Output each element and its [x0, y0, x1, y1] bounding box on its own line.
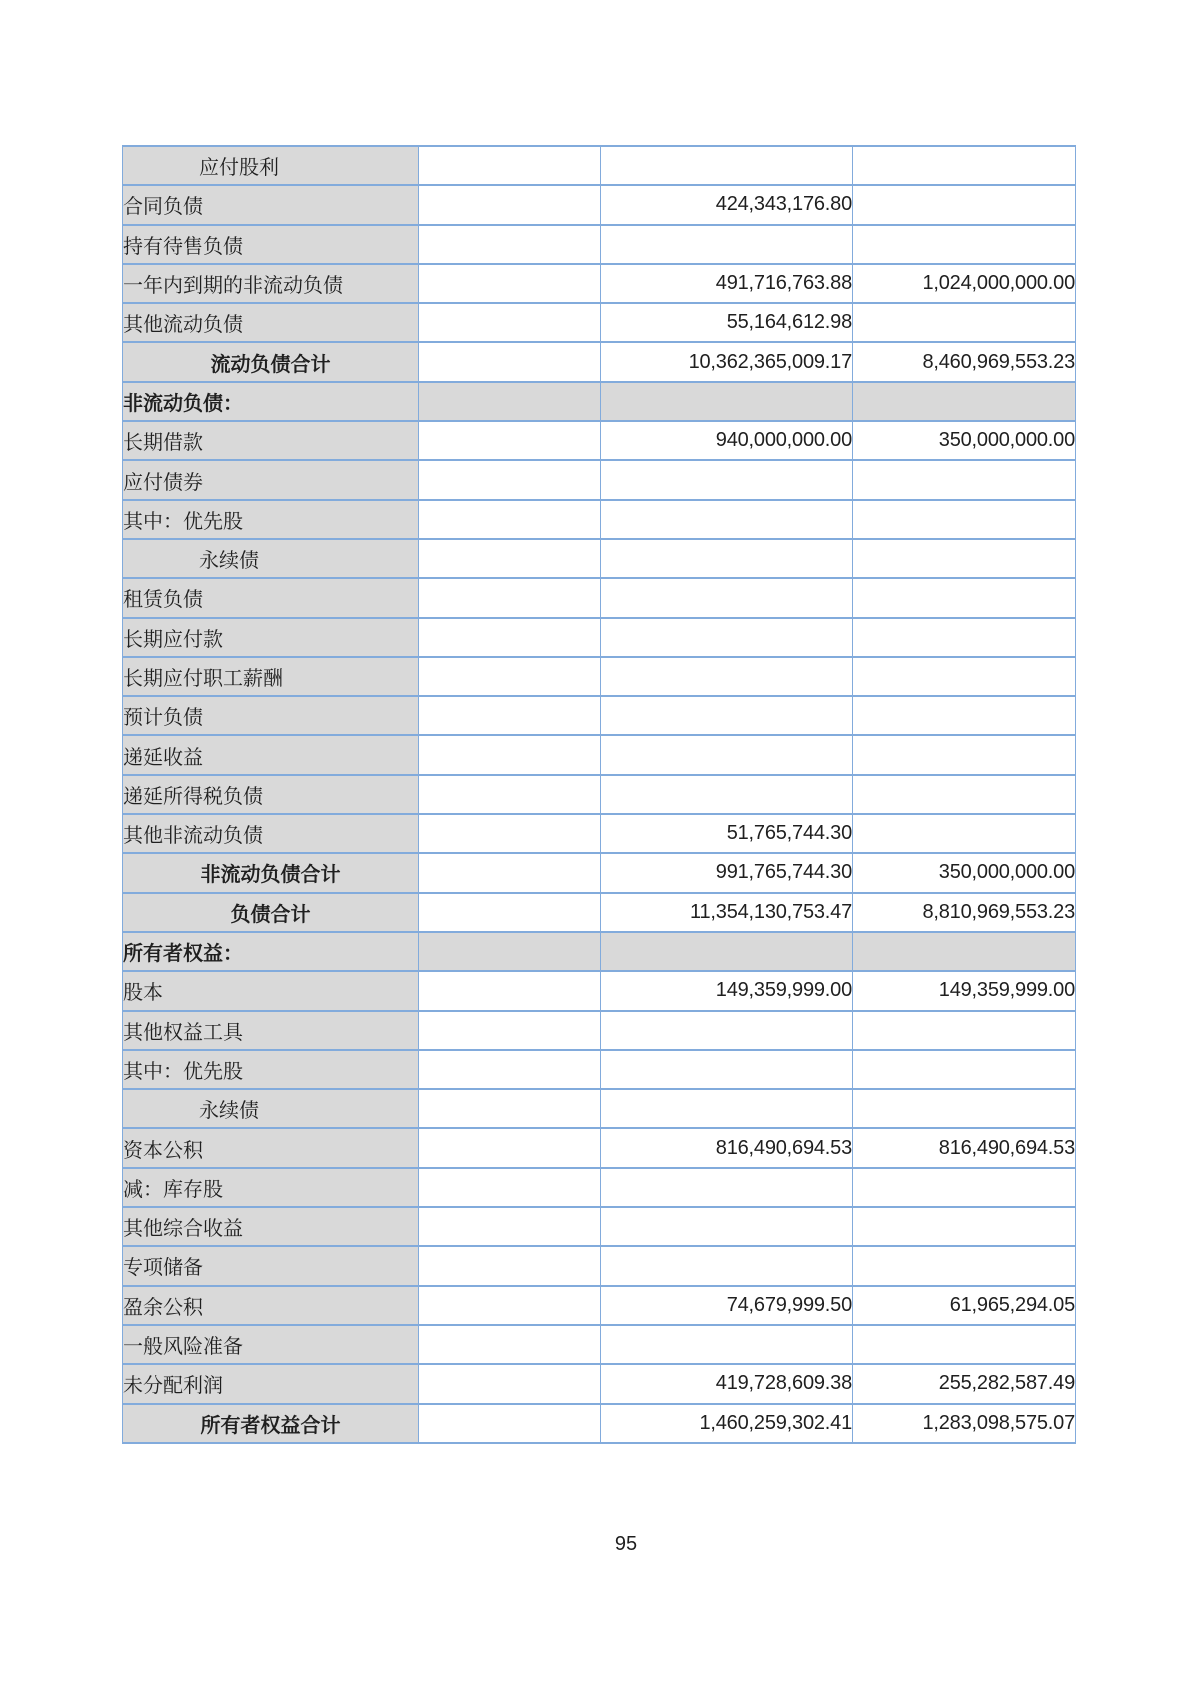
amount-current-cell	[601, 1246, 853, 1285]
amount-current-cell	[601, 382, 853, 421]
amount-prior-cell	[853, 657, 1076, 696]
amount-prior-cell	[853, 225, 1076, 264]
amount-prior-cell	[853, 1050, 1076, 1089]
table-row	[123, 696, 1076, 735]
item-label-cell: 一年内到期的非流动负债	[123, 264, 419, 303]
amount-current-cell	[601, 500, 853, 539]
notes-cell	[419, 1207, 601, 1246]
table-row	[123, 735, 1076, 774]
amount-current-cell	[601, 932, 853, 971]
amount-current-cell: 491,716,763.88	[601, 264, 853, 303]
notes-cell	[419, 303, 601, 342]
amount-current-cell	[601, 578, 853, 617]
notes-cell	[419, 814, 601, 853]
item-label-cell: 资本公积	[123, 1128, 419, 1167]
amount-prior-cell: 149,359,999.00	[853, 971, 1076, 1010]
amount-current-cell	[601, 1050, 853, 1089]
table-row	[123, 1207, 1076, 1246]
amount-prior-cell	[853, 578, 1076, 617]
amount-current-cell: 419,728,609.38	[601, 1364, 853, 1403]
notes-cell	[419, 1286, 601, 1325]
amount-current-cell: 1,460,259,302.41	[601, 1404, 853, 1443]
item-label-cell: 递延所得税负债	[123, 775, 419, 814]
item-label-cell: 租赁负债	[123, 578, 419, 617]
notes-cell	[419, 618, 601, 657]
amount-prior-cell	[853, 696, 1076, 735]
amount-current-cell: 55,164,612.98	[601, 303, 853, 342]
amount-prior-cell: 816,490,694.53	[853, 1128, 1076, 1167]
table-row	[123, 1168, 1076, 1207]
notes-cell	[419, 853, 601, 892]
item-label-cell: 盈余公积	[123, 1286, 419, 1325]
notes-cell	[419, 735, 601, 774]
item-label-cell: 永续债	[123, 1089, 419, 1128]
amount-current-cell: 991,765,744.30	[601, 853, 853, 892]
amount-prior-cell: 8,810,969,553.23	[853, 893, 1076, 932]
item-label-cell: 长期应付款	[123, 618, 419, 657]
amount-prior-cell	[853, 1089, 1076, 1128]
table-row	[123, 1089, 1076, 1128]
amount-prior-cell	[853, 1011, 1076, 1050]
amount-current-cell	[601, 460, 853, 499]
notes-cell	[419, 1128, 601, 1167]
notes-cell	[419, 185, 601, 224]
amount-current-cell: 10,362,365,009.17	[601, 342, 853, 381]
amount-current-cell	[601, 657, 853, 696]
item-label-cell: 未分配利润	[123, 1364, 419, 1403]
amount-prior-cell	[853, 1246, 1076, 1285]
amount-prior-cell: 1,024,000,000.00	[853, 264, 1076, 303]
table-row	[123, 618, 1076, 657]
balance-sheet-body	[123, 146, 1076, 1443]
amount-current-cell: 940,000,000.00	[601, 421, 853, 460]
table-row	[123, 853, 1076, 892]
notes-cell	[419, 1050, 601, 1089]
amount-prior-cell	[853, 814, 1076, 853]
table-row	[123, 500, 1076, 539]
item-label-cell: 所有者权益合计	[123, 1404, 419, 1443]
notes-cell	[419, 1168, 601, 1207]
item-label-cell: 递延收益	[123, 735, 419, 774]
table-row	[123, 185, 1076, 224]
item-label-cell: 负债合计	[123, 893, 419, 932]
table-row	[123, 1325, 1076, 1364]
item-label-cell: 一般风险准备	[123, 1325, 419, 1364]
table-row	[123, 342, 1076, 381]
item-label-cell: 其中：优先股	[123, 1050, 419, 1089]
amount-prior-cell	[853, 460, 1076, 499]
amount-current-cell	[601, 618, 853, 657]
amount-current-cell: 816,490,694.53	[601, 1128, 853, 1167]
notes-cell	[419, 1246, 601, 1285]
amount-prior-cell: 255,282,587.49	[853, 1364, 1076, 1403]
table-row	[123, 382, 1076, 421]
table-row	[123, 1364, 1076, 1403]
amount-prior-cell	[853, 735, 1076, 774]
notes-cell	[419, 775, 601, 814]
table-row	[123, 1246, 1076, 1285]
table-row	[123, 1286, 1076, 1325]
notes-cell	[419, 932, 601, 971]
amount-current-cell: 51,765,744.30	[601, 814, 853, 853]
table-row	[123, 775, 1076, 814]
notes-cell	[419, 500, 601, 539]
item-label-cell: 所有者权益：	[123, 932, 419, 971]
notes-cell	[419, 1325, 601, 1364]
amount-prior-cell	[853, 1207, 1076, 1246]
notes-cell	[419, 1011, 601, 1050]
amount-current-cell	[601, 539, 853, 578]
notes-cell	[419, 893, 601, 932]
amount-current-cell: 424,343,176.80	[601, 185, 853, 224]
notes-cell	[419, 696, 601, 735]
notes-cell	[419, 421, 601, 460]
notes-cell	[419, 539, 601, 578]
notes-cell	[419, 382, 601, 421]
table-row	[123, 1404, 1076, 1443]
amount-prior-cell: 61,965,294.05	[853, 1286, 1076, 1325]
table-row	[123, 421, 1076, 460]
amount-current-cell	[601, 1207, 853, 1246]
notes-cell	[419, 146, 601, 185]
table-row	[123, 893, 1076, 932]
table-row	[123, 578, 1076, 617]
amount-prior-cell: 350,000,000.00	[853, 421, 1076, 460]
item-label-cell: 持有待售负债	[123, 225, 419, 264]
amount-current-cell	[601, 1325, 853, 1364]
amount-current-cell	[601, 696, 853, 735]
item-label-cell: 其中：优先股	[123, 500, 419, 539]
notes-cell	[419, 971, 601, 1010]
table-row	[123, 657, 1076, 696]
item-label-cell: 长期借款	[123, 421, 419, 460]
amount-prior-cell	[853, 1325, 1076, 1364]
item-label-cell: 永续债	[123, 539, 419, 578]
item-label-cell: 预计负债	[123, 696, 419, 735]
item-label-cell: 流动负债合计	[123, 342, 419, 381]
amount-prior-cell	[853, 382, 1076, 421]
amount-current-cell	[601, 225, 853, 264]
amount-prior-cell	[853, 618, 1076, 657]
notes-cell	[419, 1364, 601, 1403]
item-label-cell: 非流动负债合计	[123, 853, 419, 892]
amount-current-cell	[601, 1089, 853, 1128]
balance-sheet-table	[122, 145, 1076, 1444]
notes-cell	[419, 657, 601, 696]
amount-current-cell	[601, 775, 853, 814]
notes-cell	[419, 460, 601, 499]
item-label-cell: 其他流动负债	[123, 303, 419, 342]
amount-prior-cell	[853, 303, 1076, 342]
notes-cell	[419, 1089, 601, 1128]
notes-cell	[419, 264, 601, 303]
item-label-cell: 长期应付职工薪酬	[123, 657, 419, 696]
amount-current-cell: 11,354,130,753.47	[601, 893, 853, 932]
notes-cell	[419, 225, 601, 264]
page-number: 95	[614, 1533, 638, 1555]
item-label-cell: 非流动负债：	[123, 382, 419, 421]
amount-prior-cell	[853, 500, 1076, 539]
item-label-cell: 合同负债	[123, 185, 419, 224]
amount-prior-cell	[853, 775, 1076, 814]
amount-current-cell	[601, 146, 853, 185]
amount-current-cell: 149,359,999.00	[601, 971, 853, 1010]
item-label-cell: 减：库存股	[123, 1168, 419, 1207]
table-row	[123, 264, 1076, 303]
amount-prior-cell	[853, 1168, 1076, 1207]
amount-current-cell: 74,679,999.50	[601, 1286, 853, 1325]
amount-current-cell	[601, 735, 853, 774]
table-row	[123, 539, 1076, 578]
notes-cell	[419, 578, 601, 617]
amount-prior-cell: 350,000,000.00	[853, 853, 1076, 892]
amount-prior-cell	[853, 146, 1076, 185]
table-row	[123, 971, 1076, 1010]
amount-prior-cell: 8,460,969,553.23	[853, 342, 1076, 381]
item-label-cell: 股本	[123, 971, 419, 1010]
amount-prior-cell	[853, 932, 1076, 971]
amount-prior-cell	[853, 185, 1076, 224]
table-row	[123, 303, 1076, 342]
table-row	[123, 460, 1076, 499]
table-row	[123, 814, 1076, 853]
amount-prior-cell: 1,283,098,575.07	[853, 1404, 1076, 1443]
item-label-cell: 其他非流动负债	[123, 814, 419, 853]
item-label-cell: 专项储备	[123, 1246, 419, 1285]
table-row	[123, 225, 1076, 264]
table-row	[123, 1011, 1076, 1050]
amount-current-cell	[601, 1011, 853, 1050]
amount-current-cell	[601, 1168, 853, 1207]
item-label-cell: 其他权益工具	[123, 1011, 419, 1050]
table-row	[123, 932, 1076, 971]
table-row	[123, 1050, 1076, 1089]
notes-cell	[419, 1404, 601, 1443]
item-label-cell: 应付股利	[123, 146, 419, 185]
item-label-cell: 其他综合收益	[123, 1207, 419, 1246]
notes-cell	[419, 342, 601, 381]
table-row	[123, 1128, 1076, 1167]
amount-prior-cell	[853, 539, 1076, 578]
item-label-cell: 应付债券	[123, 460, 419, 499]
table-row	[123, 146, 1076, 185]
